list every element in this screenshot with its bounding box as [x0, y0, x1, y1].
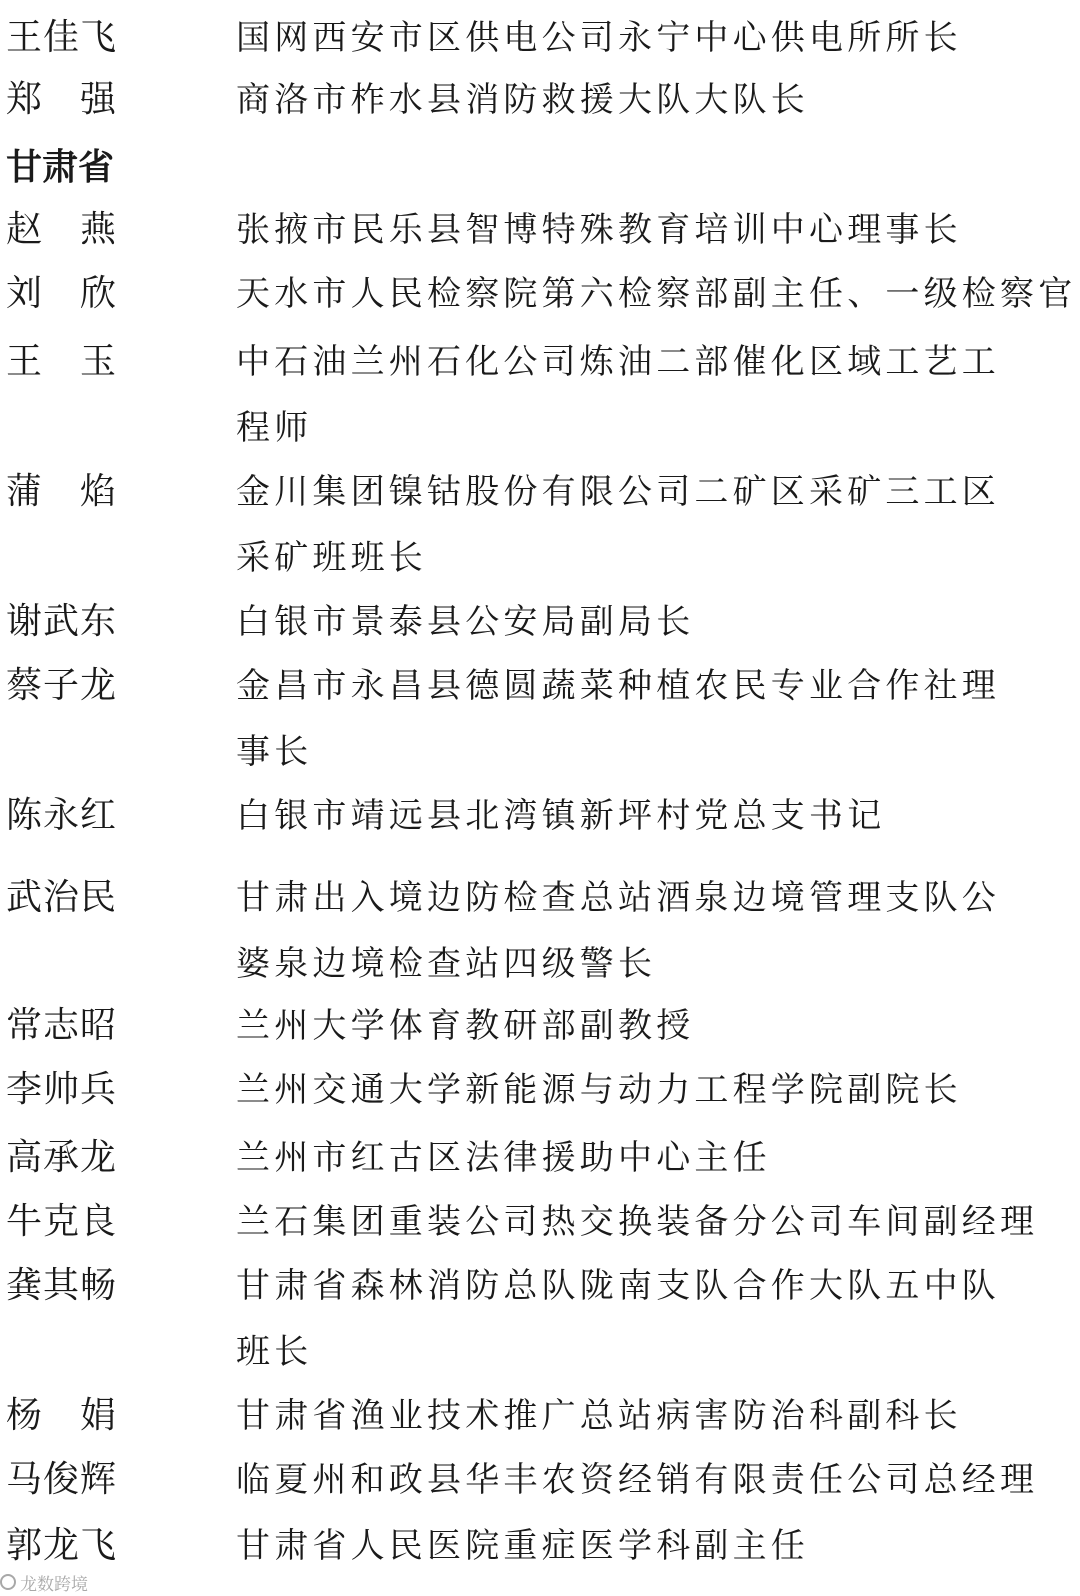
person-title: [236, 993, 1066, 1059]
watermark-logo-icon: [0, 1574, 16, 1590]
person-name: 李帅兵: [6, 1069, 118, 1110]
title-line: 程师: [236, 408, 313, 448]
person-name: 牛克良: [6, 1201, 118, 1242]
person-title: [236, 653, 1066, 785]
title-line: 兰石集团重装公司热交换装备分公司车间副经理: [236, 1202, 1039, 1242]
person-title: [236, 1253, 1066, 1385]
person-title: [236, 459, 1066, 591]
title-line: 兰州交通大学新能源与动力工程学院副院长: [236, 1070, 962, 1110]
title-line: 兰州大学体育教研部副教授: [236, 1006, 695, 1046]
person-title: [236, 1125, 1066, 1191]
person-name: 蔡子龙: [6, 665, 118, 706]
person-title: [236, 5, 1066, 71]
person-title: [236, 261, 1077, 327]
title-line: 金川集团镍钴股份有限公司二矿区采矿三工区: [236, 472, 1000, 512]
title-line: 金昌市永昌县德圆蔬菜种植农民专业合作社理: [236, 666, 1000, 706]
person-name: 龚其畅: [6, 1265, 118, 1306]
person-title: [236, 865, 1066, 997]
person-name: 蒲 焰: [6, 471, 118, 512]
title-line: 临夏州和政县华丰农资经销有限责任公司总经理: [236, 1460, 1039, 1500]
title-line: 中石油兰州石化公司炼油二部催化区域工艺工: [236, 342, 1000, 382]
section-heading: 甘肃省: [6, 147, 115, 188]
person-name: 常志昭: [6, 1005, 118, 1046]
person-name: 郭龙飞: [6, 1525, 118, 1566]
title-line: 甘肃省森林消防总队陇南支队合作大队五中队: [236, 1266, 1000, 1306]
person-name: 高承龙: [6, 1137, 118, 1178]
person-name: 武治民: [6, 877, 118, 918]
title-line: 兰州市红古区法律援助中心主任: [236, 1138, 771, 1178]
person-title: [236, 1447, 1066, 1513]
person-name: 王 玉: [6, 341, 118, 382]
person-title: [236, 1057, 1066, 1123]
person-name: 陈永红: [6, 795, 118, 836]
title-line: 甘肃省人民医院重症医学科副主任: [236, 1526, 809, 1566]
person-name: 刘 欣: [6, 273, 118, 314]
person-name: 赵 燕: [6, 209, 118, 250]
title-line: 采矿班班长: [236, 538, 427, 578]
title-line: 商洛市柞水县消防救援大队大队长: [236, 80, 809, 120]
title-line: 甘肃出入境边防检查总站酒泉边境管理支队公: [236, 878, 1000, 918]
person-name: 杨 娟: [6, 1395, 118, 1436]
title-line: 天水市人民检察院第六检察部副主任、一级检察官: [236, 274, 1077, 314]
person-title: [236, 1383, 1066, 1449]
title-line: 白银市靖远县北湾镇新坪村党总支书记: [236, 796, 886, 836]
person-title: [236, 67, 1066, 133]
title-line: 班长: [236, 1332, 313, 1372]
person-title: [236, 589, 1066, 655]
person-title: [236, 1513, 1066, 1579]
person-name: 马俊辉: [6, 1459, 118, 1500]
title-line: 国网西安市区供电公司永宁中心供电所所长: [236, 18, 962, 58]
person-title: [236, 783, 1066, 849]
title-line: 婆泉边境检查站四级警长: [236, 944, 657, 984]
person-name: 郑 强: [6, 79, 118, 120]
watermark: [0, 1568, 88, 1596]
watermark-text: 龙数跨境: [20, 1574, 88, 1595]
person-title: [236, 197, 1066, 263]
title-line: 甘肃省渔业技术推广总站病害防治科副科长: [236, 1396, 962, 1436]
title-line: 白银市景泰县公安局副局长: [236, 602, 695, 642]
title-line: 事长: [236, 732, 313, 772]
title-line: 张掖市民乐县智博特殊教育培训中心理事长: [236, 210, 962, 250]
person-title: [236, 1189, 1066, 1255]
person-title: [236, 329, 1066, 461]
person-name: 谢武东: [6, 601, 118, 642]
person-name: 王佳飞: [6, 17, 118, 58]
